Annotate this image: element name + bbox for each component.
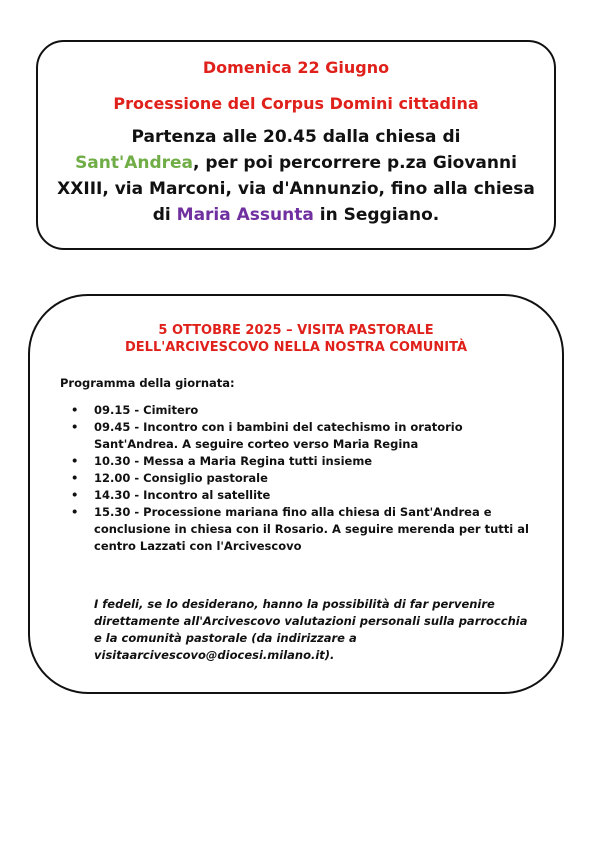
bullet-icon: • [71,488,79,502]
bullet-icon: • [71,471,79,485]
description-end: in Seggiano. [313,205,440,225]
list-item [30,487,562,504]
event-description [54,124,538,228]
list-item-text: 10.30 - Messa a Maria Regina tutti insieme [94,454,373,468]
list-item-text: 15.30 - Processione mariana fino alla chiesa di Sant'Andrea e conclusione in chiesa con il Rosario. A seguire merenda per tutti al centro Lazzati con l'Arcivescovo [94,505,529,553]
program-list [30,402,562,555]
bullet-icon: • [71,505,79,519]
bullet-icon: • [71,454,79,468]
program-subtitle: Programma della giornata: [60,376,235,390]
list-item [30,470,562,487]
bullet-icon: • [71,403,79,417]
list-item-text: 09.15 - Cimitero [94,403,199,417]
list-item-text: 12.00 - Consiglio pastorale [94,471,268,485]
list-item [30,419,562,453]
title-line-1: 5 OTTOBRE 2025 – VISITA PASTORALE [158,323,434,338]
list-item-text: 14.30 - Incontro al satellite [94,488,271,502]
event-date: Domenica 22 Giugno [202,58,390,77]
list-item [30,402,562,419]
corpus-domini-box [36,40,556,250]
pastoral-visit-box [28,294,564,694]
church-sant-andrea: Sant'Andrea [75,153,194,173]
list-item-text: 09.45 - Incontro con i bambini del catechismo in oratorio Sant'Andrea. A seguire corteo verso Maria Regina [94,420,463,451]
bullet-icon: • [71,420,79,434]
contact-note: I fedeli, se lo desiderano, hanno la possibilità di far pervenire direttamente all'Arcivescovo valutazioni personali sulla parrocchia e la comunità pastorale (da indirizzare a visitaarcivescovo@diocesi.milano.it). [94,597,528,662]
description-start: Partenza alle 20.45 dalla chiesa di [131,127,461,147]
pastoral-visit-title [30,322,562,356]
church-maria-assunta: Maria Assunta [176,205,314,225]
list-item [30,453,562,470]
list-item [30,504,562,555]
event-title: Processione del Corpus Domini cittadina [113,94,479,113]
title-line-2: DELL'ARCIVESCOVO NELLA NOSTRA COMUNITÀ [124,340,468,355]
description-route: , per poi percorrere p.za Giovanni XXIII, via Marconi, via d'Annunzio, fino alla chiesa di [57,153,535,225]
